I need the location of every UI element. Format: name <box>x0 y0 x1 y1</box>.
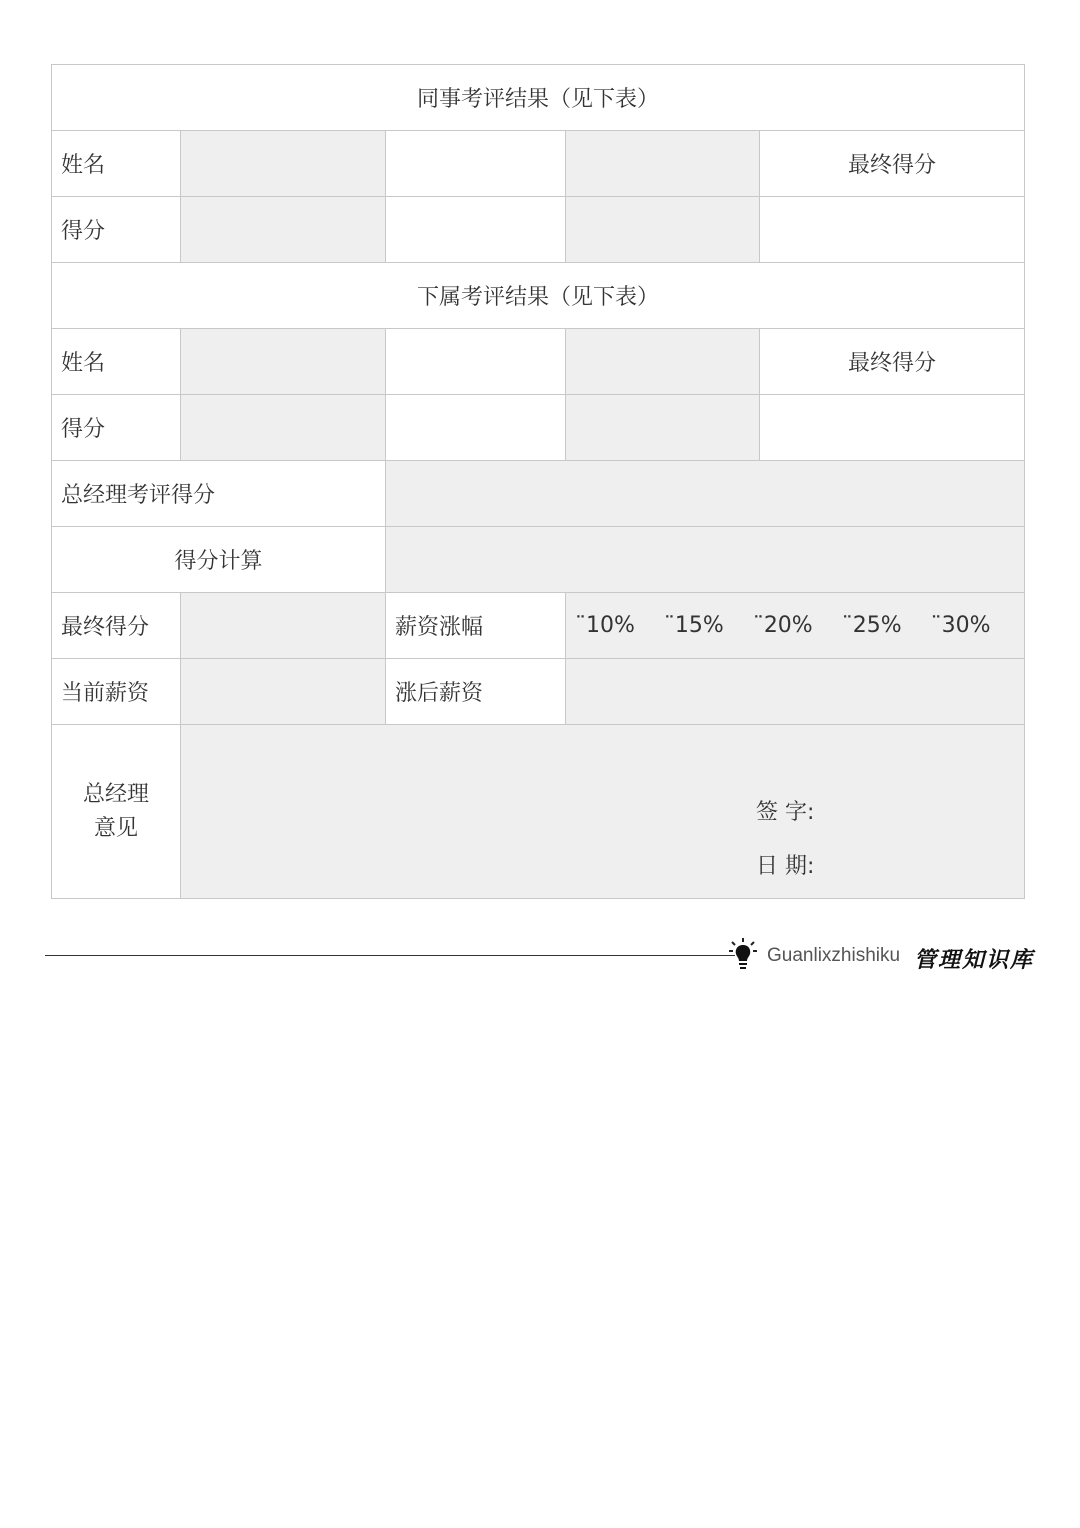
peer-name-cell-1[interactable] <box>181 131 386 197</box>
raise-option-20[interactable]: ¨20% <box>752 613 813 638</box>
footer-brand: Guanlixzhishiku <box>767 945 901 966</box>
footer-divider <box>45 955 735 956</box>
sub-score-cell-2[interactable] <box>386 395 566 461</box>
peer-section-title: 同事考评结果（见下表） <box>52 65 1025 131</box>
date-label: 日 期: <box>756 854 815 879</box>
footer-brand-cn: 管理知识库 <box>914 947 1035 973</box>
peer-name-label: 姓名 <box>52 131 181 197</box>
evaluation-form <box>51 64 1025 899</box>
sign-label: 签 字: <box>756 800 815 825</box>
gm-opinion-label-line2: 意见 <box>93 815 138 841</box>
new-salary-cell[interactable] <box>566 659 1025 725</box>
peer-score-cell-3[interactable] <box>566 197 760 263</box>
sub-name-cell-2[interactable] <box>386 329 566 395</box>
current-salary-label: 当前薪资 <box>52 659 181 725</box>
gm-score-label: 总经理考评得分 <box>52 461 386 527</box>
gm-score-cell[interactable] <box>386 461 1025 527</box>
peer-final-score-label: 最终得分 <box>760 131 1025 197</box>
sub-name-label: 姓名 <box>52 329 181 395</box>
raise-option-30[interactable]: ¨30% <box>930 613 991 638</box>
gm-opinion-cell[interactable] <box>181 725 1025 899</box>
raise-label: 薪资涨幅 <box>386 593 566 659</box>
peer-score-cell-2[interactable] <box>386 197 566 263</box>
sub-final-score-cell[interactable] <box>760 395 1025 461</box>
final-score-label: 最终得分 <box>52 593 181 659</box>
sub-score-label: 得分 <box>52 395 181 461</box>
sub-section-title: 下属考评结果（见下表） <box>52 263 1025 329</box>
final-score-cell[interactable] <box>181 593 386 659</box>
raise-option-25[interactable]: ¨25% <box>841 613 902 638</box>
peer-name-cell-2[interactable] <box>386 131 566 197</box>
sub-score-cell-3[interactable] <box>566 395 760 461</box>
sub-name-cell-1[interactable] <box>181 329 386 395</box>
lightbulb-icon <box>728 937 758 973</box>
raise-option-15[interactable]: ¨15% <box>663 613 724 638</box>
raise-option-10[interactable]: ¨10% <box>575 613 635 638</box>
gm-opinion-label <box>52 725 181 899</box>
sub-final-score-label: 最终得分 <box>760 329 1025 395</box>
gm-opinion-label-line1: 总经理 <box>82 781 149 807</box>
peer-final-score-cell[interactable] <box>760 197 1025 263</box>
peer-name-cell-3[interactable] <box>566 131 760 197</box>
peer-score-cell-1[interactable] <box>181 197 386 263</box>
new-salary-label: 涨后薪资 <box>386 659 566 725</box>
calc-cell[interactable] <box>386 527 1025 593</box>
peer-score-label: 得分 <box>52 197 181 263</box>
sub-name-cell-3[interactable] <box>566 329 760 395</box>
calc-label: 得分计算 <box>52 527 386 593</box>
current-salary-cell[interactable] <box>181 659 386 725</box>
sub-score-cell-1[interactable] <box>181 395 386 461</box>
raise-options <box>566 593 1025 659</box>
